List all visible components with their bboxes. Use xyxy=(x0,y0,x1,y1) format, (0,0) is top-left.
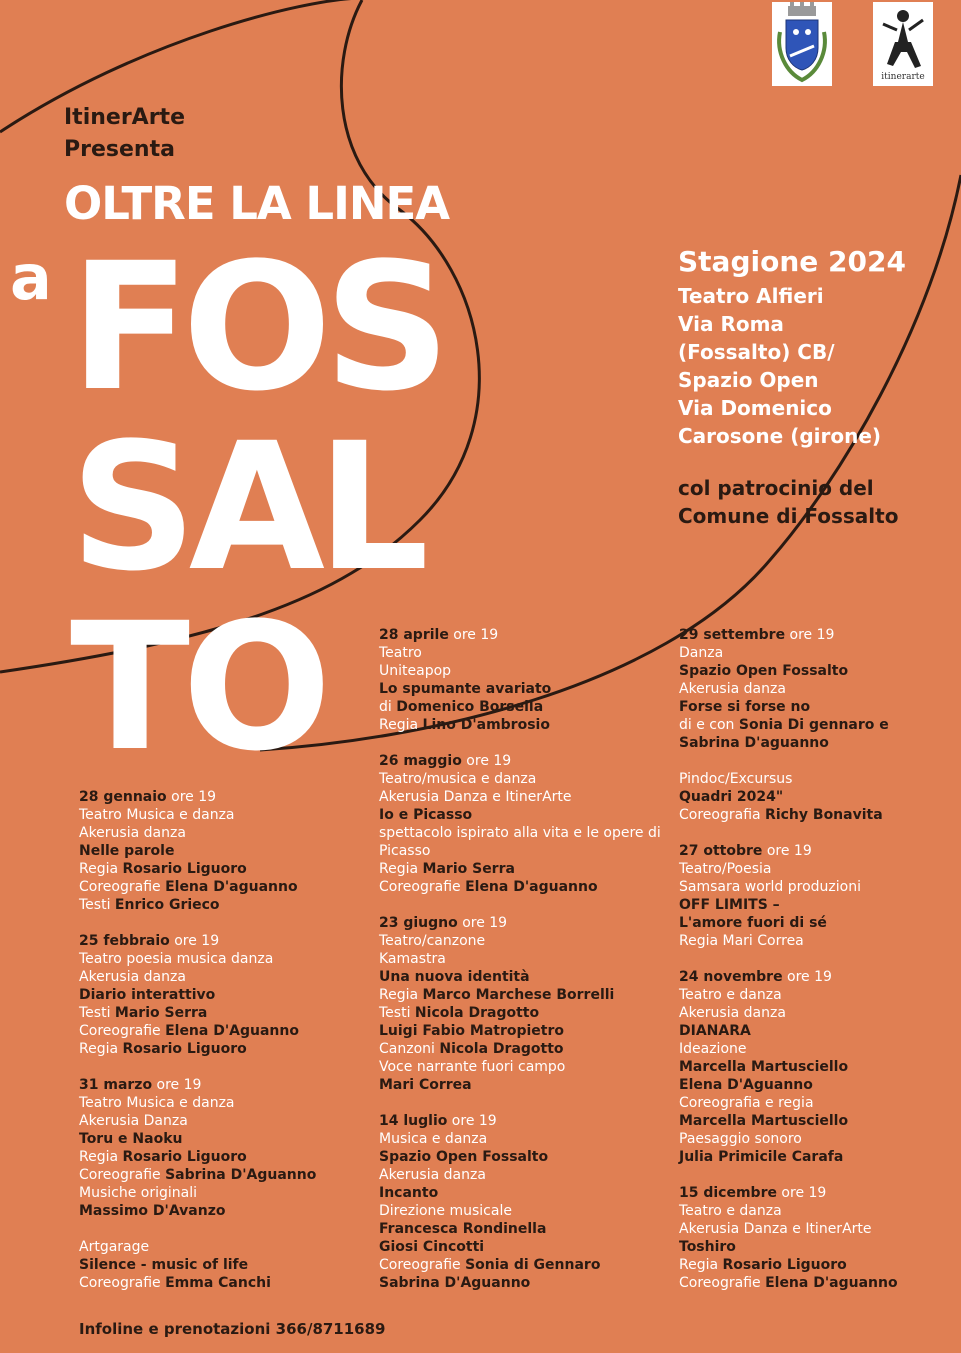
event-credit xyxy=(379,716,669,734)
credit-role: Coreografia xyxy=(679,807,766,823)
event-credit xyxy=(79,860,369,878)
credit-role: Testi xyxy=(79,897,115,913)
event-detail: Musiche originali xyxy=(79,1185,197,1201)
event-credit xyxy=(679,1274,961,1292)
program-column-2 xyxy=(379,626,669,1310)
program-column-1 xyxy=(79,788,369,1310)
event-detail: Teatro xyxy=(379,645,422,661)
event-time: ore 19 xyxy=(762,843,812,859)
venue-line: (Fossalto) CB/ xyxy=(678,340,835,364)
event-date-day: 14 luglio xyxy=(379,1113,448,1129)
event-date xyxy=(79,788,369,806)
event-time: ore 19 xyxy=(461,753,512,769)
event-credit xyxy=(379,1040,669,1058)
event-credit xyxy=(379,860,669,878)
event-highlight: Una nuova identità xyxy=(379,969,530,985)
event-credit xyxy=(379,1256,669,1274)
credit-name: Rosario Liguoro xyxy=(122,861,247,877)
event-highlight: Elena D'Aguanno xyxy=(679,1077,813,1093)
credit-name: Enrico Grieco xyxy=(114,897,220,913)
event-detail: Akerusia danza xyxy=(79,969,186,985)
event-time: ore 19 xyxy=(782,969,832,985)
program-event xyxy=(679,1184,961,1292)
event-time: ore 19 xyxy=(776,1185,827,1201)
credit-name: Sabrina D'Aguanno xyxy=(165,1167,317,1183)
event-detail: Artgarage xyxy=(79,1239,150,1255)
credit-role: Coreografie xyxy=(679,1275,766,1291)
presents-label: Presenta xyxy=(64,137,175,162)
credit-name: Sonia di Gennaro xyxy=(465,1257,601,1273)
event-credit xyxy=(79,878,369,896)
event-date xyxy=(679,842,961,860)
patronage-line: col patrocinio del xyxy=(678,476,874,500)
credit-role: Regia xyxy=(379,987,423,1003)
venue-line: Teatro Alfieri xyxy=(678,284,824,308)
event-date-day: 27 ottobre xyxy=(679,843,763,859)
event-detail: Pindoc/Excursus xyxy=(679,771,793,787)
event-time: ore 19 xyxy=(457,915,508,931)
event-detail: Paesaggio sonoro xyxy=(679,1131,802,1147)
event-detail: Uniteapop xyxy=(379,663,452,679)
event-detail: Teatro Musica e danza xyxy=(79,1095,235,1111)
event-detail: Akerusia Danza xyxy=(79,1113,188,1129)
event-detail: Akerusia danza xyxy=(679,1005,786,1021)
event-highlight: Spazio Open Fossalto xyxy=(679,663,849,679)
credit-name: Rosario Liguoro xyxy=(122,1149,247,1165)
season-title: Stagione 2024 xyxy=(678,245,906,278)
event-credit xyxy=(79,1166,369,1184)
event-date xyxy=(379,914,669,932)
credit-name: Rosario Liguoro xyxy=(722,1257,847,1273)
event-highlight: Quadri 2024" xyxy=(679,789,784,805)
event-detail: Akerusia Danza e ItinerArte xyxy=(379,789,572,805)
event-detail: Teatro Musica e danza xyxy=(79,807,235,823)
credit-role: di e con xyxy=(679,717,739,733)
event-credit xyxy=(79,1022,369,1040)
event-credit xyxy=(79,1274,369,1292)
event-detail: Samsara world produzioni xyxy=(679,879,861,895)
event-highlight: Mari Correa xyxy=(379,1077,472,1093)
event-credit xyxy=(379,878,669,896)
venue-line: Via Roma xyxy=(678,312,784,336)
credit-name: Elena D'aguanno xyxy=(465,879,598,895)
credit-role: Regia xyxy=(379,861,423,877)
event-detail: Kamastra xyxy=(379,951,446,967)
program-event xyxy=(679,626,961,752)
program-event xyxy=(379,1112,669,1292)
program-event xyxy=(79,1076,369,1220)
event-date xyxy=(79,1076,369,1094)
event-highlight: Silence - music of life xyxy=(79,1257,249,1273)
event-credit xyxy=(379,986,669,1004)
event-detail: Teatro e danza xyxy=(679,987,782,1003)
event-detail: Teatro e danza xyxy=(679,1203,782,1219)
credit-role: Coreografie xyxy=(79,879,166,895)
credit-name: Nicola Dragotto xyxy=(439,1041,564,1057)
event-highlight: Julia Primicile Carafa xyxy=(679,1149,844,1165)
event-detail: Teatro poesia musica danza xyxy=(79,951,274,967)
credit-name: Marco Marchese Borrelli xyxy=(422,987,615,1003)
event-detail: spettacolo ispirato alla vita e le opere di Picasso xyxy=(379,825,661,859)
event-date-day: 26 maggio xyxy=(379,753,462,769)
infoline-contact: Infoline e prenotazioni 366/8711689 xyxy=(79,1320,386,1338)
credit-name: Rosario Liguoro xyxy=(122,1041,247,1057)
event-time: ore 19 xyxy=(169,933,220,949)
event-time: ore 19 xyxy=(152,1077,202,1093)
credit-role: Coreografie xyxy=(379,879,466,895)
comune-logo xyxy=(772,2,832,86)
event-highlight: Incanto xyxy=(379,1185,439,1201)
credit-name: Domenico Borsella xyxy=(396,699,544,715)
program-event xyxy=(379,626,669,734)
credit-name: Nicola Dragotto xyxy=(414,1005,540,1021)
event-highlight: Francesca Rondinella xyxy=(379,1221,547,1237)
credit-role: Coreografie xyxy=(79,1023,166,1039)
credit-role: Regia xyxy=(79,1149,123,1165)
event-time: ore 19 xyxy=(447,1113,497,1129)
event-highlight: Nelle parole xyxy=(79,843,175,859)
credit-role: Regia xyxy=(679,1257,723,1273)
event-highlight: Lo spumante avariato xyxy=(379,681,552,697)
venue-line: Via Domenico xyxy=(678,396,832,420)
event-detail: Teatro/canzone xyxy=(379,933,486,949)
credit-role: Regia xyxy=(79,861,123,877)
event-detail: Akerusia danza xyxy=(679,681,786,697)
event-date xyxy=(379,752,669,770)
event-detail: Akerusia Danza e ItinerArte xyxy=(679,1221,872,1237)
event-date xyxy=(679,968,961,986)
event-highlight: Toshiro xyxy=(679,1239,736,1255)
event-date-day: 23 giugno xyxy=(379,915,458,931)
credit-role: Coreografie xyxy=(79,1167,166,1183)
season-info xyxy=(678,242,948,450)
event-credit xyxy=(679,1256,961,1274)
itinerarte-logo xyxy=(873,2,933,86)
event-highlight: Massimo D'Avanzo xyxy=(79,1203,226,1219)
event-highlight: Diario interattivo xyxy=(79,987,216,1003)
event-detail: Direzione musicale xyxy=(379,1203,512,1219)
event-date xyxy=(679,1184,961,1202)
event-credit xyxy=(79,1004,369,1022)
event-highlight: Marcella Martusciello xyxy=(679,1059,849,1075)
patronage-line: Comune di Fossalto xyxy=(678,504,899,528)
big-title-line-1: FOS xyxy=(70,225,443,430)
credit-role: Coreografie xyxy=(79,1275,166,1291)
event-credit xyxy=(679,806,961,824)
program-event xyxy=(679,770,961,824)
organizer-name: ItinerArte xyxy=(64,105,185,130)
event-highlight: Forse si forse no xyxy=(679,699,811,715)
event-detail: Coreografia e regia xyxy=(679,1095,814,1111)
event-date-day: 24 novembre xyxy=(679,969,783,985)
event-highlight: Sabrina D'Aguanno xyxy=(379,1275,531,1291)
credit-name: Lino D'ambrosio xyxy=(422,717,550,733)
event-detail: Danza xyxy=(679,645,724,661)
credit-name: Emma Canchi xyxy=(165,1275,271,1291)
title-prefix: a xyxy=(10,241,52,314)
program-event xyxy=(79,788,369,914)
event-highlight: Giosi Cincotti xyxy=(379,1239,485,1255)
event-highlight: Spazio Open Fossalto xyxy=(379,1149,549,1165)
credit-role: di xyxy=(379,699,397,715)
program-event xyxy=(679,842,961,950)
credit-name: Richy Bonavita xyxy=(765,807,883,823)
patronage-note xyxy=(678,474,948,530)
credit-name: Elena D'Aguanno xyxy=(165,1023,299,1039)
venue-line: Spazio Open xyxy=(678,368,819,392)
event-highlight: DIANARA xyxy=(679,1023,751,1039)
event-highlight: Marcella Martusciello xyxy=(679,1113,849,1129)
itinerarte-logo-caption: itinerarte xyxy=(881,72,925,82)
header-brand xyxy=(64,102,185,166)
program-event xyxy=(679,968,961,1166)
event-date-day: 15 dicembre xyxy=(679,1185,777,1201)
credit-role: Testi xyxy=(79,1005,115,1021)
credit-name: Elena D'aguanno xyxy=(765,1275,898,1291)
event-detail: Regia Mari Correa xyxy=(679,933,804,949)
event-date xyxy=(379,626,669,644)
event-credit xyxy=(379,698,669,716)
big-title-line-3: TO xyxy=(70,585,324,790)
event-highlight: OFF LIMITS – xyxy=(679,897,780,913)
credit-role: Testi xyxy=(379,1005,415,1021)
event-highlight: Luigi Fabio Matropietro xyxy=(379,1023,565,1039)
program-event xyxy=(379,914,669,1094)
event-highlight: Sabrina D'aguanno xyxy=(679,735,829,751)
event-highlight: Io e Picasso xyxy=(379,807,473,823)
event-credit xyxy=(79,896,369,914)
program-column-3 xyxy=(679,626,961,1310)
credit-role: Canzoni xyxy=(379,1041,440,1057)
event-date xyxy=(379,1112,669,1130)
coat-of-arms-icon xyxy=(772,2,832,86)
event-date xyxy=(679,626,961,644)
program-event xyxy=(379,752,669,896)
event-date-day: 31 marzo xyxy=(79,1077,153,1093)
event-date xyxy=(79,932,369,950)
big-title-line-2: SAL xyxy=(70,405,422,610)
event-date-day: 28 gennaio xyxy=(79,789,167,805)
event-credit xyxy=(679,716,961,734)
event-detail: Teatro/musica e danza xyxy=(379,771,537,787)
event-time: ore 19 xyxy=(166,789,217,805)
credit-role: Coreografie xyxy=(379,1257,466,1273)
event-date-day: 28 aprile xyxy=(379,627,449,643)
event-detail: Musica e danza xyxy=(379,1131,488,1147)
event-date-day: 25 febbraio xyxy=(79,933,170,949)
program-event xyxy=(79,1238,369,1292)
venue-line: Carosone (girone) xyxy=(678,424,882,448)
program-event xyxy=(79,932,369,1058)
credit-role: Regia xyxy=(79,1041,123,1057)
credit-name: Mario Serra xyxy=(114,1005,208,1021)
credit-name: Elena D'aguanno xyxy=(165,879,298,895)
event-time: ore 19 xyxy=(785,627,835,643)
credit-role: Regia xyxy=(379,717,423,733)
event-detail: Ideazione xyxy=(679,1041,747,1057)
event-detail: Voce narrante fuori campo xyxy=(379,1059,566,1075)
credit-name: Sonia Di gennaro e xyxy=(738,717,889,733)
event-detail: Akerusia danza xyxy=(379,1167,486,1183)
event-detail: Akerusia danza xyxy=(79,825,186,841)
event-date-day: 29 settembre xyxy=(679,627,786,643)
event-detail: Teatro/Poesia xyxy=(679,861,772,877)
event-time: ore 19 xyxy=(448,627,499,643)
event-credit xyxy=(79,1148,369,1166)
event-title: OLTRE LA LINEA xyxy=(64,177,450,230)
credit-name: Mario Serra xyxy=(422,861,515,877)
event-credit xyxy=(379,1004,669,1022)
event-highlight: L'amore fuori di sé xyxy=(679,915,827,931)
event-highlight: Toru e Naoku xyxy=(79,1131,183,1147)
event-credit xyxy=(79,1040,369,1058)
